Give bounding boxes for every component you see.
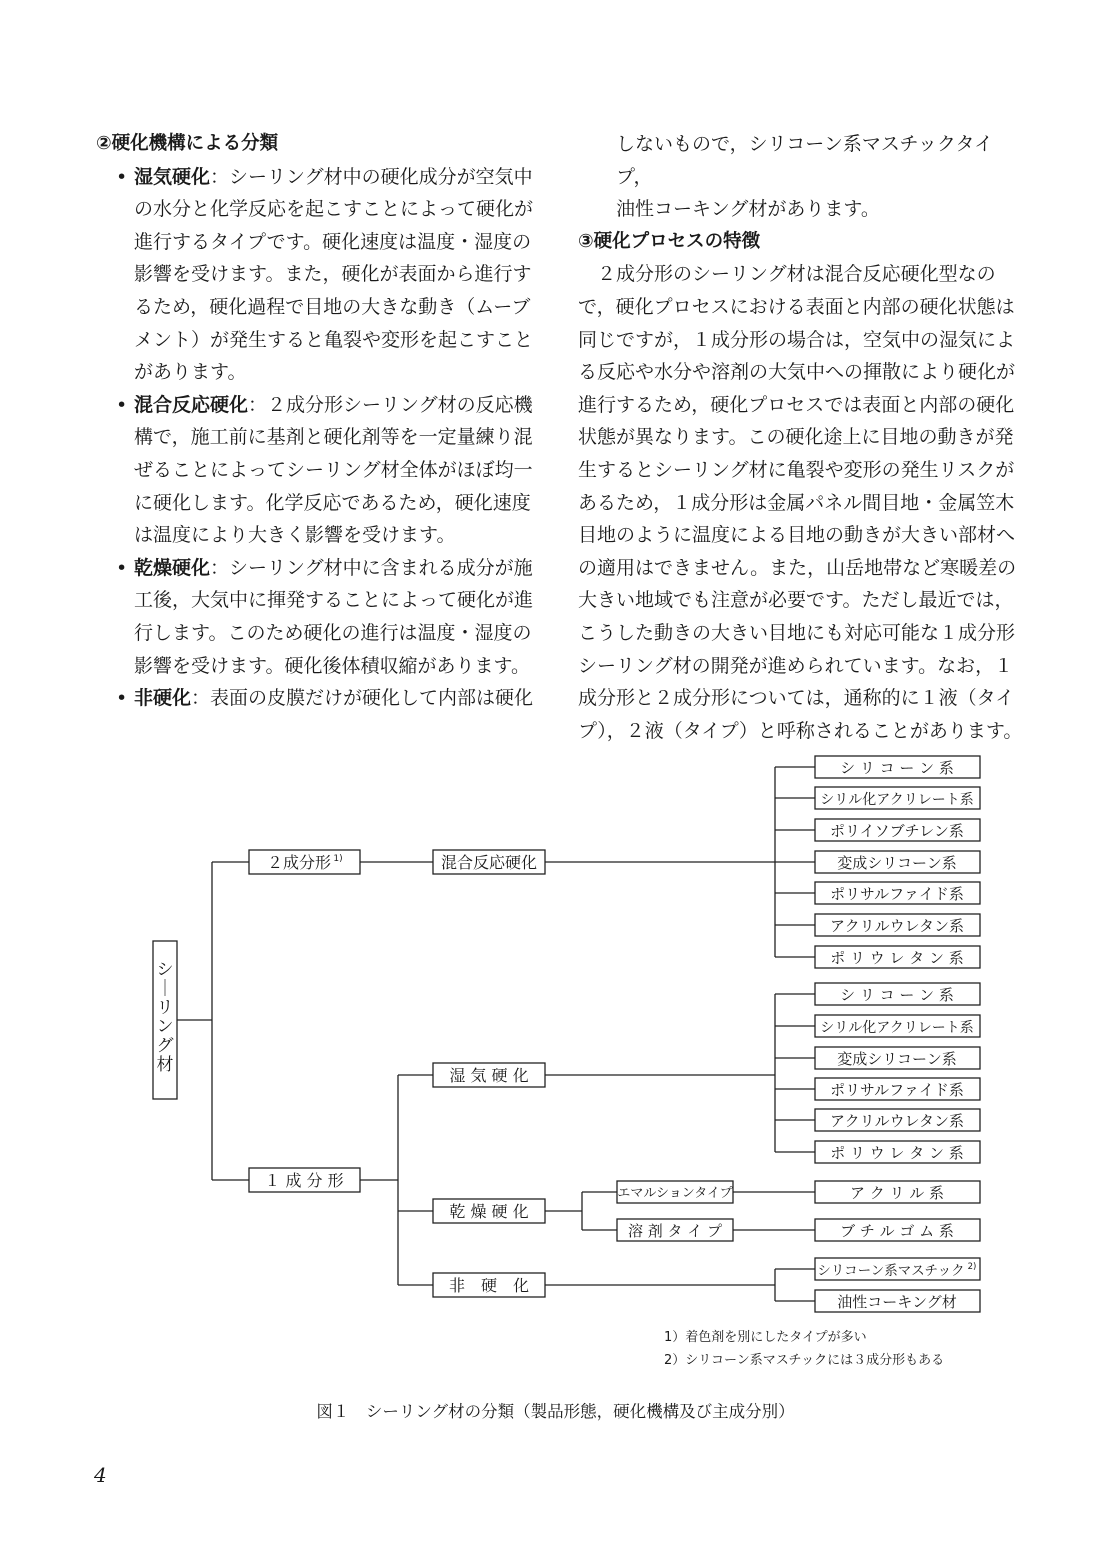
text-line: は温度により大きく影響を受けます。: [134, 524, 456, 547]
node-mixed-reaction-curing: [433, 850, 545, 874]
text-line: があります。: [134, 361, 247, 384]
text-line: る反応や水分や溶剤の大気中への揮散により硬化が: [578, 361, 1016, 384]
text-line: の適用はできません。また，山岳地帯など寒暖差の: [578, 556, 1017, 579]
bullet: •: [116, 165, 128, 188]
text-line: あるため，１成分形は金属パネル間目地・金属笠木: [578, 491, 1015, 514]
node-drying-curing: [433, 1199, 545, 1223]
text-line: 大きい地域でも注意が必要です。ただし最近では，: [578, 589, 1014, 612]
node-moisture-curing: [433, 1063, 545, 1087]
text-line: で，硬化プロセスにおける表面と内部の硬化状態は: [578, 295, 1015, 318]
text-line: 影響を受けます。硬化後体積収縮があります。: [134, 654, 530, 677]
bullet: •: [116, 393, 128, 416]
text-line: プ），２液（タイプ）と呼称されることがあります。: [578, 719, 1023, 742]
term-label: 混合反応硬化: [134, 393, 249, 416]
section-heading-curing-mechanism: ②硬化機構による分類: [96, 133, 279, 154]
materials-drying-curing: [815, 1181, 980, 1241]
page-number: 4: [94, 1463, 107, 1487]
material-label: アクリルウレタン系: [830, 917, 964, 935]
root-label-char: ン: [156, 1017, 174, 1037]
material-label: ア ク リ ル 系: [849, 1184, 945, 1202]
root-label: [157, 960, 174, 1075]
materials-two-component: [815, 756, 980, 968]
text-line: 目地のように温度による目地の動きが大きい部材へ: [578, 524, 1016, 547]
item-text: ：表面の皮膜だけが硬化して内部は硬化: [191, 687, 534, 710]
node-emulsion-type: [617, 1181, 733, 1203]
text-line: ぜることによってシーリング材全体がほぼ均一: [134, 458, 533, 481]
bullet: •: [116, 687, 128, 710]
root-label-char: 材: [156, 1055, 174, 1075]
text-line: 進行するタイプです。硬化速度は温度・湿度の: [134, 230, 532, 253]
text-line: 同じですが，１成分形の場合は，空気中の湿気によ: [578, 328, 1016, 351]
text-line: 工後，大気中に揮発することによって硬化が進: [134, 589, 534, 612]
material-label: シ リ コ ー ン 系: [840, 759, 954, 777]
material-label: ポリイソブチレン系: [830, 822, 964, 840]
text-line: 行します。このため硬化の進行は温度・湿度の: [134, 621, 532, 644]
diagram-footnote-2: 2）シリコーン系マスチックには３成分形もある: [664, 1353, 945, 1368]
section-heading-curing-process: ③硬化プロセスの特徴: [578, 230, 761, 252]
material-label: シリル化アクリレート系: [820, 1020, 974, 1036]
footnote-mark: 2): [967, 1262, 977, 1272]
text-line: の水分と化学反応を起こすことによって硬化が: [134, 198, 534, 221]
text-line: こうした動きの大きい目地にも対応可能な１成分形: [578, 621, 1016, 644]
item-text: ：シーリング材中の硬化成分が空気中: [210, 165, 533, 188]
text-line: 油性コーキング材があります。: [616, 198, 880, 221]
diagram-footnote-1: 1）着色剤を別にしたタイプが多い: [664, 1330, 867, 1345]
root-label-char: リ: [156, 998, 174, 1018]
term-label: 非硬化: [134, 687, 192, 710]
material-label: ブ チ ル ゴ ム 系: [840, 1222, 954, 1240]
bullet: •: [116, 556, 128, 579]
material-label: 変成シリコーン系: [837, 854, 957, 872]
text-line: るため，硬化過程で目地の大きな動き（ムーブ: [134, 295, 531, 318]
material-label: ポリサルファイド系: [830, 885, 964, 903]
text-line: 影響を受けます。また，硬化が表面から進行す: [134, 263, 532, 286]
node-label: ２成分形: [266, 853, 332, 872]
item-text: ：シーリング材中に含まれる成分が施: [210, 556, 533, 579]
text-line: ２成分形のシーリング材は混合反応硬化型なの: [597, 263, 996, 286]
node-label: 溶 剤 タ イ プ: [627, 1222, 723, 1240]
material-label: アクリルウレタン系: [830, 1112, 964, 1130]
node-label: １ 成 分 形: [264, 1171, 344, 1190]
figure-caption: 図１ シーリング材の分類（製品形態，硬化機構及び主成分別）: [316, 1402, 795, 1421]
node-non-curing: [433, 1273, 545, 1297]
material-label: 変成シリコーン系: [837, 1050, 957, 1068]
text-line: 状態が異なります。この硬化途上に目地の動きが発: [578, 426, 1014, 449]
text-line: 生するとシーリング材に亀裂や変形の発生リスクが: [578, 458, 1015, 481]
root-label-char: ｜: [156, 979, 174, 999]
text-line: メント）が発生すると亀裂や変形を起こすこと: [134, 328, 534, 351]
text-line: しないもので，シリコーン系マスチックタイプ，: [616, 133, 994, 188]
text-line: 成分形と２成分形については，通称的に１液（タイ: [578, 687, 1015, 710]
node-label: エマルションタイプ: [617, 1186, 733, 1201]
node-label: 湿 気 硬 化: [449, 1066, 529, 1085]
root-label-char: シ: [156, 960, 174, 980]
text-line: 構で，施工前に基剤と硬化剤等を一定量練り混: [134, 426, 533, 449]
materials-moisture-curing: [815, 983, 980, 1163]
node-label: 非 硬 化: [448, 1276, 530, 1295]
node-one-component: [249, 1168, 360, 1192]
node-two-component: [249, 850, 360, 874]
text-line: に硬化します。化学反応であるため，硬化速度: [134, 491, 531, 514]
term-label: 湿気硬化: [134, 165, 211, 188]
material-label: ポ リ ウ レ タ ン 系: [830, 1144, 964, 1162]
footnote-mark: 1): [333, 854, 343, 864]
diagram-root-node: [153, 941, 177, 1099]
material-label: 油性コーキング材: [837, 1293, 957, 1311]
item-text: ：２成分形シーリング材の反応機: [248, 393, 533, 416]
material-label: シリコーン系マスチック: [817, 1263, 965, 1279]
materials-non-curing: [815, 1258, 980, 1312]
node-solvent-type: [617, 1219, 733, 1241]
material-label: ポ リ ウ レ タ ン 系: [830, 949, 964, 967]
text-line: 進行するため，硬化プロセスでは表面と内部の硬化: [578, 393, 1015, 416]
root-label-char: グ: [156, 1036, 174, 1056]
material-label: シリル化アクリレート系: [820, 792, 974, 808]
text-line: シーリング材の開発が進められています。なお，１: [578, 654, 1014, 677]
node-label: 乾 燥 硬 化: [449, 1202, 529, 1221]
node-label: 混合反応硬化: [440, 853, 538, 872]
term-label: 乾燥硬化: [134, 556, 211, 579]
material-label: シ リ コ ー ン 系: [840, 986, 954, 1004]
material-label: ポリサルファイド系: [830, 1081, 964, 1099]
